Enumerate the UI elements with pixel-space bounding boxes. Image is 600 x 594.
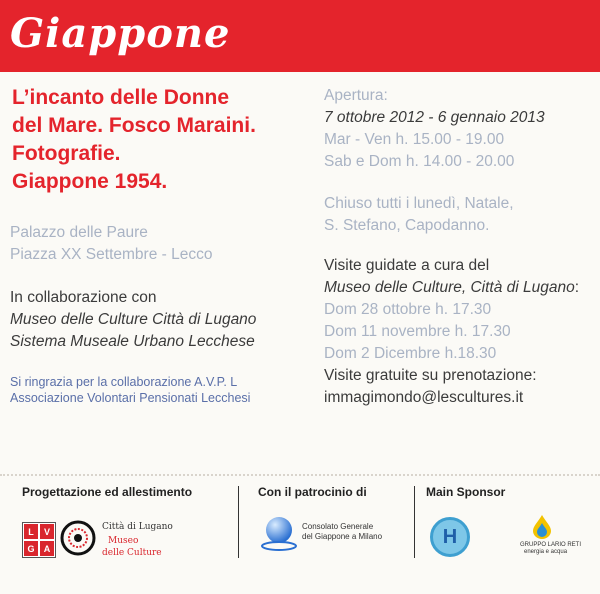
giappone-logo: Giappone	[10, 10, 231, 57]
opening-dates: 7 ottobre 2012 - 6 gennaio 2013	[324, 109, 545, 126]
sponsor-drop-logo-icon	[530, 514, 554, 540]
tour-date: Dom 28 ottobre h. 17.30	[324, 301, 492, 318]
tour-date: Dom 2 Dicembre h.18.30	[324, 345, 497, 362]
tour-date: Dom 11 novembre h. 17.30	[324, 323, 511, 340]
lugano-museum-label: Museo	[108, 536, 139, 546]
consulate-label: Consolato Generale	[302, 522, 374, 531]
title-line: Giappone 1954.	[12, 170, 168, 193]
sponsor-badge-logo	[430, 517, 470, 557]
thanks-line: Associazione Volontari Pensionati Lecchesi	[10, 391, 251, 405]
title-line: Fotografie.	[12, 142, 121, 165]
venue-address: Piazza XX Settembre - Lecco	[10, 246, 213, 263]
collaboration-block	[10, 287, 256, 353]
divider	[414, 486, 415, 558]
collab-partner-museum: Museo delle Culture Città di Lugano	[10, 311, 257, 328]
sponsor-badge-letter: H	[442, 525, 458, 548]
tours-organizer-name: Museo delle Culture, Città di Lugano	[324, 279, 575, 296]
title-line: L’incanto delle Donne	[12, 86, 230, 109]
header-band	[0, 0, 600, 72]
crest-letter: G	[24, 541, 38, 556]
consulate-globe-icon	[258, 512, 300, 554]
design-heading: Progettazione ed allestimento	[22, 485, 193, 499]
divider	[238, 486, 239, 558]
closed-line: Chiuso tutti i lunedì, Natale,	[324, 195, 514, 212]
sponsor-name: GRUPPO LARIO RETI	[520, 542, 582, 548]
lugano-crest-logo	[22, 522, 56, 558]
collab-intro: In collaborazione con	[10, 289, 157, 306]
consulate-label: del Giappone a Milano	[302, 532, 383, 541]
tours-intro: Visite guidate a cura del	[324, 257, 490, 274]
crest-letter: V	[40, 524, 54, 539]
patron-heading: Con il patrocinio di	[258, 485, 367, 499]
hours-weekend: Sab e Dom h. 14.00 - 20.00	[324, 153, 515, 170]
venue-name: Palazzo delle Paure	[10, 224, 148, 241]
crest-letter: A	[40, 541, 54, 556]
opening-label: Apertura:	[324, 87, 388, 104]
thanks-line: Si ringrazia per la collaborazione A.V.P. L	[10, 375, 238, 389]
title-line: del Mare. Fosco Maraini.	[12, 114, 256, 137]
venue-block	[10, 222, 212, 266]
exhibition-title	[12, 84, 312, 196]
crest-letter: L	[24, 524, 38, 539]
lugano-city-label: Città di Lugano	[102, 522, 173, 532]
hours-weekday: Mar - Ven h. 15.00 - 19.00	[324, 131, 505, 148]
booking-note: Visite gratuite su prenotazione:	[324, 367, 537, 384]
booking-email[interactable]: immagimondo@lescultures.it	[324, 389, 524, 406]
sponsor-tagline: energia e acqua	[524, 549, 568, 555]
tours-block	[324, 255, 579, 409]
collab-partner-system: Sistema Museale Urbano Lecchese	[10, 333, 255, 350]
closed-block	[324, 193, 514, 237]
thanks-block	[10, 374, 250, 406]
closed-line: S. Stefano, Capodanno.	[324, 217, 490, 234]
opening-block	[324, 85, 545, 173]
lugano-museum-label: delle Culture	[102, 548, 162, 558]
tours-organizer-suffix: :	[574, 279, 580, 296]
sponsor-heading: Main Sponsor	[426, 485, 506, 499]
museum-sun-logo-icon	[60, 520, 96, 556]
tours-organizer	[324, 277, 579, 299]
